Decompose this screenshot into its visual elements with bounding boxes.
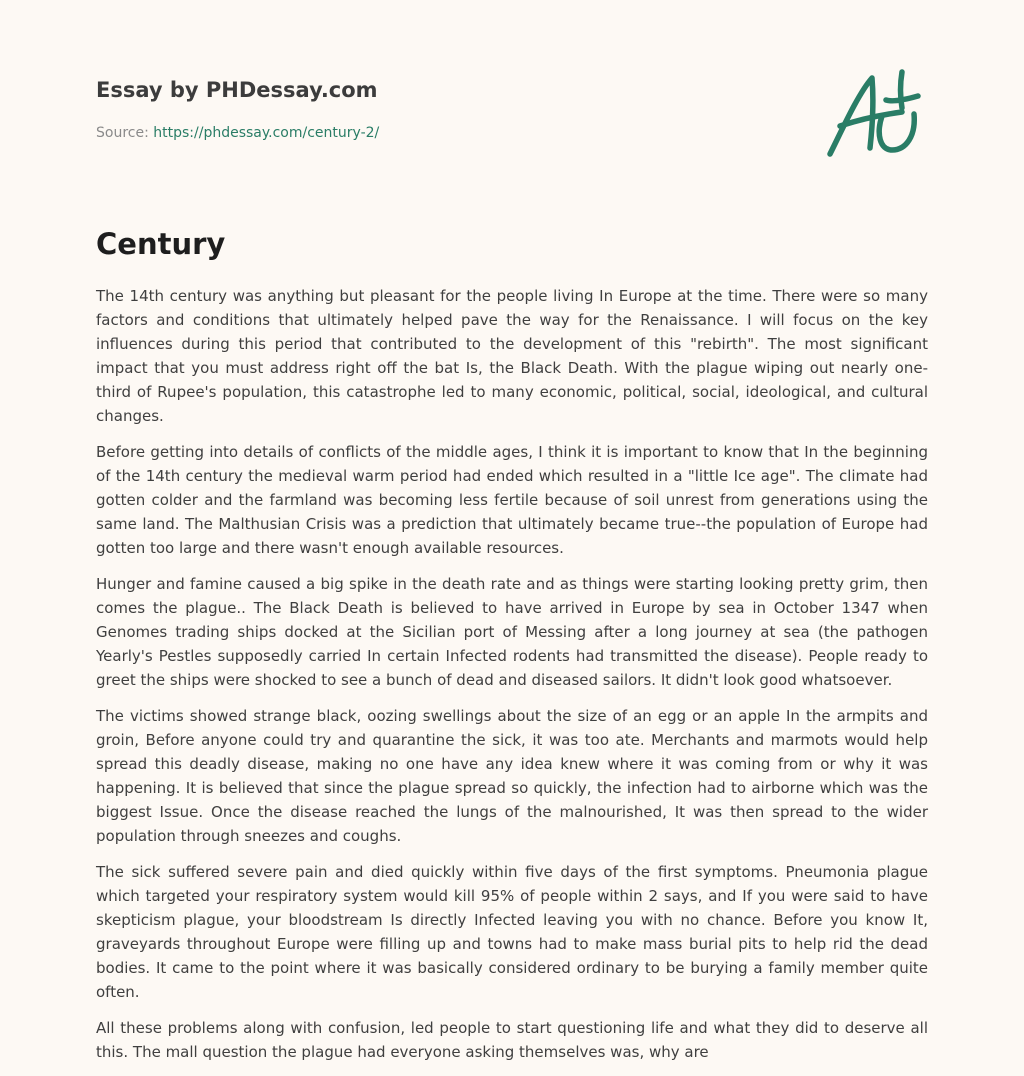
- source-link[interactable]: https://phdessay.com/century-2/: [153, 125, 380, 141]
- essay-title: Century: [96, 227, 226, 261]
- a-plus-logo-icon: [824, 68, 928, 164]
- essay-paragraph: The victims showed strange black, oozing swellings about the size of an egg or an apple In the armpits and groin, Before anyone could try and quarantine the sick, it was too ate. Merchants and marmots would help spread this deadly disease, making no one have any idea knew where it was coming from or why it was happening. It is believed that since the plague spread so quickly, the infection had to airborne which was the biggest Issue. Once the disease reached the lungs of the malnourished, It was then spread to the wider population through sneezes and coughs.: [96, 707, 928, 845]
- essay-paragraph: All these problems along with confusion, led people to start questioning life and what they did to deserve all this. The mall question the plague had everyone asking themselves was, why are: [96, 1019, 928, 1061]
- brand-title: Essay by PHDessay.com: [96, 78, 378, 102]
- essay-paragraph: The 14th century was anything but pleasant for the people living In Europe at the time. There were so many factors and conditions that ultimately helped pave the way for the Renaissance. I will focus on the key influences during this period that contributed to the development of this "rebirth". The most significant impact that you must address right off the bat Is, the Black Death. With the plague wiping out nearly one-third of Rupee's population, this catastrophe led to many economic, political, social, ideological, and cultural changes.: [96, 287, 928, 425]
- essay-paragraph: The sick suffered severe pain and died quickly within five days of the first symptoms. Pneumonia plague which targeted your respiratory system would kill 95% of people within 2 says, and If you were said to have skepticism plague, your bloodstream Is directly Infected leaving you with no chance. Before you know It, graveyards throughout Europe were filling up and towns had to make mass burial pits to help rid the dead bodies. It came to the point where it was basically considered ordinary to be burying a family member quite often.: [96, 863, 928, 1001]
- essay-header: [96, 72, 928, 192]
- source-line: [96, 124, 379, 142]
- essay-paragraph: Hunger and famine caused a big spike in the death rate and as things were starting looking pretty grim, then comes the plague.. The Black Death is believed to have arrived in Europe by sea in October 1347 when Genomes trading ships docked at the Sicilian port of Messing after a long journey at sea (the pathogen Yearly's Pestles supposedly carried In certain Infected rodents had transmitted the disease). People ready to greet the ships were shocked to see a bunch of dead and diseased sailors. It didn't look good whatsoever.: [96, 575, 928, 689]
- essay-body: [96, 284, 928, 1076]
- source-label: Source:: [96, 125, 154, 141]
- essay-paragraph: Before getting into details of conflicts of the middle ages, I think it is important to know that In the beginning of the 14th century the medieval warm period had ended which resulted in a "little Ice age". The climate had gotten colder and the farmland was becoming less fertile because of soil unrest from generations using the same land. The Malthusian Crisis was a prediction that ultimately became true--the population of Europe had gotten too large and there wasn't enough available resources.: [96, 443, 928, 557]
